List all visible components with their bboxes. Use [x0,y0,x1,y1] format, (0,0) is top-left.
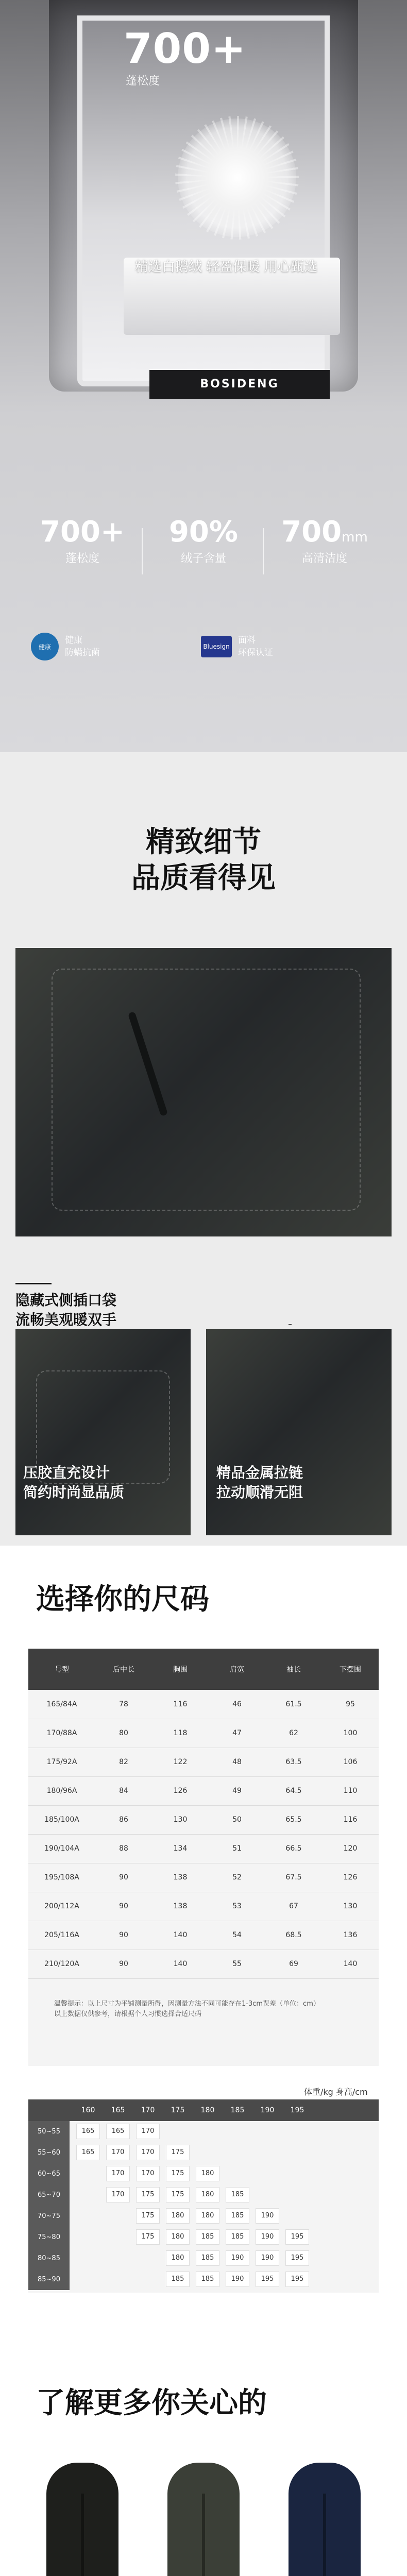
recommend-size-chip: 175 [136,2187,160,2202]
size-cell: 110 [343,1787,358,1795]
size-cell: 62 [289,1729,298,1737]
recommend-size-chip: 195 [256,2272,279,2287]
recommend-size-chip: 180 [196,2166,219,2181]
stat-divider [142,528,143,574]
size-header-cell: 下摆围 [340,1666,361,1674]
size-cell: 190/104A [44,1844,79,1853]
recommend-size-chip: 185 [196,2272,219,2287]
size-cell: 165/84A [46,1700,77,1708]
size-recommend-grid [28,2099,379,2293]
size-cell: 170/88A [46,1729,77,1737]
size-cell: 116 [343,1816,358,1824]
size-cell: 140 [343,1960,358,1968]
callout-seam [23,1463,124,1502]
size-cell: 63.5 [285,1758,302,1766]
size-cell: 95 [346,1700,355,1708]
size-cell: 90 [119,1902,128,1910]
recommend-size-chip: 180 [166,2250,190,2266]
recommend-height-col: 190 [260,2106,275,2114]
size-cell: 54 [232,1931,242,1939]
size-cell: 53 [232,1902,242,1910]
colors-section [0,2365,407,2576]
size-row-divider [28,1776,379,1777]
size-cell: 55 [232,1960,242,1968]
recommend-height-col: 175 [171,2106,185,2114]
size-section [0,1546,407,2365]
size-cell: 49 [232,1787,242,1795]
recommend-size-chip: 185 [226,2208,249,2224]
size-table [28,1649,379,2066]
size-cell: 136 [343,1931,358,1939]
callout-line2: 流畅美观暖双手 [15,1311,117,1328]
size-cell: 67 [289,1902,298,1910]
stat-value: 700+ [40,515,125,549]
size-header-cell: 胸围 [173,1666,188,1674]
pocket-closeup-photo [15,948,392,1236]
recommend-caption: 体重/kg 身高/cm [304,2087,368,2097]
zipper-divider [289,1324,292,1325]
recommend-size-chip: 195 [285,2272,309,2287]
size-cell: 88 [119,1844,128,1853]
stat-label: 高清洁度 [301,552,347,565]
cert-bluesign [201,629,273,665]
size-cell: 50 [232,1816,242,1824]
size-cell: 140 [173,1960,188,1968]
size-cell: 180/96A [46,1787,77,1795]
cert-text: 面料 环保认证 [238,635,273,658]
size-cell: 205/116A [44,1931,79,1939]
callout-pocket [15,1291,116,1330]
recommend-size-chip: 175 [166,2145,190,2160]
size-cell: 61.5 [285,1700,302,1708]
down-cluster-image [178,118,296,237]
callout-rule [15,1283,52,1284]
pedestal-caption: 精选白鹅绒 轻盈保暖 用心甄选 [135,259,318,275]
recommend-weight-row: 55~60 [28,2142,70,2163]
size-cell: 48 [232,1758,242,1766]
brand-logo-bar: BOSIDENG [149,370,330,399]
callout-line2: 拉动顺滑无阻 [216,1484,303,1501]
color-option-green-grey[interactable] [152,2463,255,2576]
recommend-size-chip: 170 [136,2124,160,2139]
recommend-size-chip: 185 [226,2187,249,2202]
callout-line1: 压胶直充设计 [23,1464,110,1481]
size-cell: 67.5 [285,1873,302,1882]
recommend-size-chip: 190 [226,2272,249,2287]
recommend-weight-row: 80~85 [28,2248,70,2269]
size-cell: 185/100A [44,1816,79,1824]
zipper-closeup-photo [206,1329,392,1535]
hero-fill-power: 700+ [124,25,247,73]
recommend-weight-row: 70~75 [28,2206,70,2227]
stat-down-content [147,515,260,587]
stat-value: 700mm [281,515,368,549]
size-cell: 47 [232,1729,242,1737]
recommend-size-chip: 170 [106,2145,130,2160]
recommend-size-chip: 175 [166,2166,190,2181]
size-cell: 175/92A [46,1758,77,1766]
size-cell: 140 [173,1931,188,1939]
color-option-geometric-black[interactable] [31,2463,134,2576]
recommend-size-chip: 190 [256,2229,279,2245]
size-cell: 46 [232,1700,242,1708]
stat-label: 蓬松度 [65,552,99,565]
size-cell: 126 [343,1873,358,1882]
size-cell: 120 [343,1844,358,1853]
size-note: 温馨提示：以上尺寸为平铺测量所得，因测量方法不同可能存在1-3cm误差（单位：cm） 以上数据仅供参考，请根据个人习惯选择合适尺码 [54,2000,320,2018]
callout-line1: 隐藏式侧插口袋 [15,1292,117,1309]
size-header-cell: 后中长 [113,1666,134,1674]
recommend-size-chip: 175 [136,2229,160,2245]
size-cell: 100 [343,1729,358,1737]
certification-badges [31,629,381,665]
colors-title: 了解更多你关心的 [36,2386,267,2420]
size-cell: 134 [173,1844,188,1853]
recommend-size-chip: 195 [285,2229,309,2245]
size-cell: 65.5 [285,1816,302,1824]
recommend-weight-row: 60~65 [28,2163,70,2184]
size-cell: 126 [173,1787,188,1795]
recommend-size-chip: 190 [226,2250,249,2266]
recommend-header [28,2099,379,2121]
size-cell: 90 [119,1960,128,1968]
callout-line2: 简约时尚显品质 [23,1484,125,1501]
size-header-cell: 号型 [55,1666,69,1674]
size-cell: 116 [173,1700,188,1708]
size-cell: 64.5 [285,1787,302,1795]
size-cell: 122 [173,1758,188,1766]
seam-closeup-photo [15,1329,191,1535]
recommend-height-col: 160 [81,2106,95,2114]
recommend-size-chip: 175 [166,2187,190,2202]
size-title: 选择你的尺码 [36,1583,209,1616]
coat-image [289,2463,361,2576]
size-cell: 138 [173,1873,188,1882]
size-cell: 78 [119,1700,128,1708]
size-cell: 51 [232,1844,242,1853]
quilting-stitch [52,969,361,1211]
recommend-size-chip: 185 [196,2229,219,2245]
recommend-height-col: 195 [290,2106,304,2114]
recommend-weight-row: 50~55 [28,2121,70,2142]
size-table-header [28,1649,379,1690]
size-cell: 130 [173,1816,188,1824]
recommend-size-chip: 185 [196,2250,219,2266]
recommend-height-col: 170 [141,2106,155,2114]
stat-cleanliness [268,515,381,587]
recommend-weight-row: 75~80 [28,2227,70,2248]
size-cell: 69 [289,1960,298,1968]
size-cell: 210/120A [44,1960,79,1968]
recommend-size-chip: 190 [256,2208,279,2224]
recommend-size-chip: 170 [136,2166,160,2181]
detail-title-line1: 精致细节 [146,825,261,859]
size-row-divider [28,1834,379,1835]
recommend-size-chip: 195 [285,2250,309,2266]
detail-title-line2: 品质看得见 [131,861,276,895]
recommend-size-chip: 170 [136,2145,160,2160]
size-cell: 90 [119,1873,128,1882]
color-option-navy[interactable] [273,2463,376,2576]
recommend-size-chip: 180 [166,2208,190,2224]
size-cell: 82 [119,1758,128,1766]
size-cell: 118 [173,1729,188,1737]
size-cell: 84 [119,1787,128,1795]
stat-fill-power [26,515,139,587]
detail-section [0,752,407,1546]
stat-label: 绒子含量 [180,552,226,565]
size-header-cell: 袖长 [286,1666,301,1674]
coat-image [167,2463,240,2576]
size-cell: 80 [119,1729,128,1737]
cert-health [31,629,100,665]
hero-fill-power-label: 蓬松度 [126,75,160,88]
recommend-size-chip: 185 [226,2229,249,2245]
size-cell: 195/108A [44,1873,79,1882]
cert-text: 健康 防螨抗菌 [65,635,100,658]
size-header-cell: 肩宽 [230,1666,244,1674]
stat-value: 90% [168,515,239,549]
size-row-divider [28,1805,379,1806]
health-cert-icon: 健康 [31,633,59,660]
stat-divider [263,528,264,574]
recommend-weight-row: 65~70 [28,2184,70,2206]
recommend-size-chip: 175 [136,2208,160,2224]
size-cell: 90 [119,1931,128,1939]
coat-image [46,2463,118,2576]
recommend-height-col: 185 [230,2106,245,2114]
recommend-size-chip: 190 [256,2250,279,2266]
recommend-height-col: 165 [111,2106,125,2114]
recommend-size-chip: 180 [196,2187,219,2202]
callout-line1: 精品金属拉链 [216,1464,303,1481]
size-cell: 68.5 [285,1931,302,1939]
size-cell: 200/112A [44,1902,79,1910]
recommend-size-chip: 170 [106,2187,130,2202]
size-row-divider [28,1978,379,1979]
callout-zipper [216,1463,303,1502]
detail-title [0,824,407,896]
size-cell: 52 [232,1873,242,1882]
recommend-size-chip: 165 [76,2145,100,2160]
hero-stats [26,515,381,587]
recommend-weight-row: 85~90 [28,2269,70,2290]
size-cell: 86 [119,1816,128,1824]
recommend-size-chip: 180 [166,2229,190,2245]
recommend-height-col: 180 [200,2106,215,2114]
size-cell: 66.5 [285,1844,302,1853]
hero-section [0,0,407,752]
recommend-size-chip: 165 [106,2124,130,2139]
recommend-size-chip: 185 [166,2272,190,2287]
recommend-size-chip: 165 [76,2124,100,2139]
bluesign-cert-icon: Bluesign [201,636,232,657]
recommend-size-chip: 170 [106,2166,130,2181]
recommend-size-chip: 180 [196,2208,219,2224]
size-cell: 106 [343,1758,358,1766]
size-cell: 130 [343,1902,358,1910]
size-cell: 138 [173,1902,188,1910]
